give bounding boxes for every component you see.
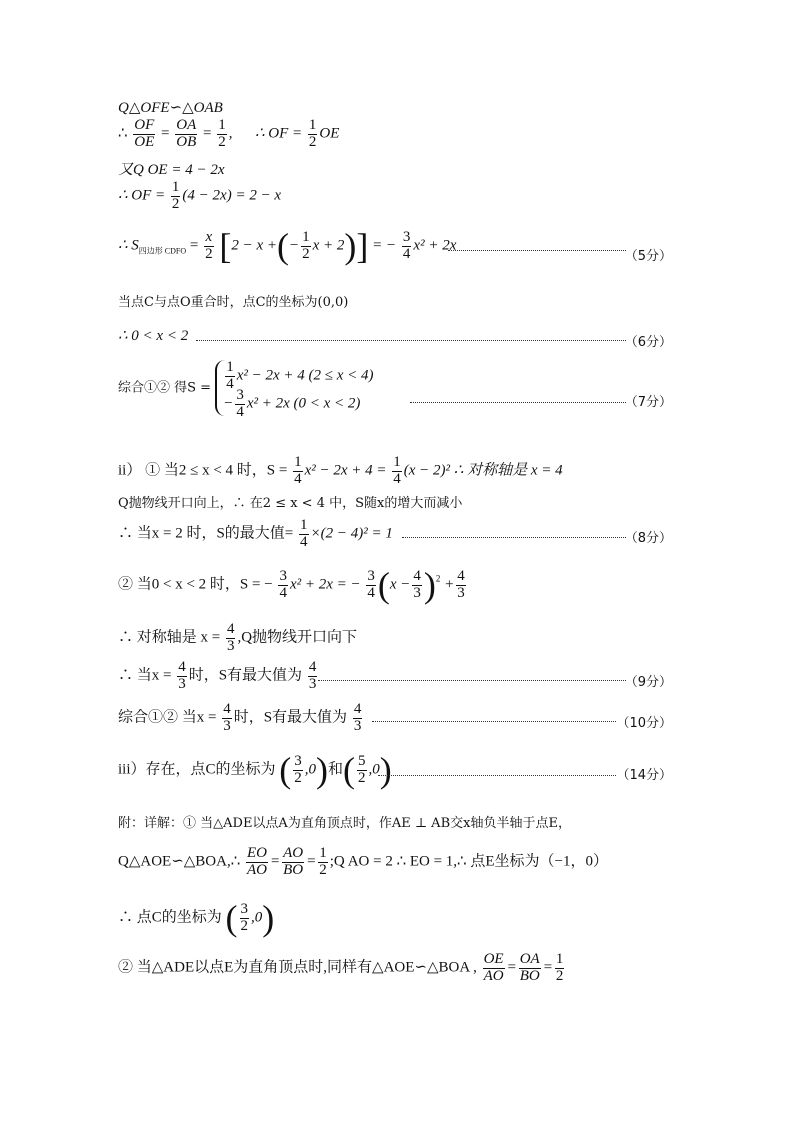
text: ∴ 对称轴是 x =	[118, 629, 221, 646]
text: ∴ S	[118, 237, 139, 254]
text: ∴ OF =	[254, 125, 303, 142]
line-case-e: ② 当△ADE以点E为直角顶点时,同样有△AOE∽△BOA , $\frac{OE}{AO}$ = $\frac{OA}{BO}$ = $\frac{1}{2}$	[118, 951, 564, 984]
line-area-s: ∴ $S_{四边形 CDFO}$ = $\frac{x}{2}$ [2 − x +(− $\frac{1}{2}$ x + 2)] = − $\frac{3}{4}$ x² + 2x	[118, 226, 457, 266]
text: 和	[328, 761, 344, 778]
cases-brace: $\frac{1}{4}$ x² − 2x + 4 (2 ≤ x < 4) − $\frac{3}{4}$ x² + 2x (0 < x < 2)	[215, 360, 373, 416]
line-point-c: ∴ 点C的坐标为 ( $\frac{3}{2}$ ,0)	[118, 898, 275, 938]
text: ∴ 点C的坐标为	[118, 909, 222, 926]
case-2: x² + 2x (0 < x < 2)	[246, 395, 361, 412]
text: ② 当0 < x < 2 时，S = −	[118, 576, 273, 593]
line-iii: iii）存在，点C的坐标为 ( $\frac{3}{2}$ ,0)和( $\frac{5}{2}$ ,0)	[118, 750, 392, 790]
text: 时，S有最大值为	[188, 667, 303, 684]
dotted-leader	[410, 402, 626, 403]
line-ii-case2: ② 当0 < x < 2 时，S = − $\frac{3}{4}$ x² + 2x = − $\frac{3}{4}$ (x − $\frac{4}{3}$ )$^2$ + $\frac{4}{3}$	[118, 565, 465, 605]
text: ×(2 − 4)² = 1	[310, 525, 393, 542]
text: ,Q抛物线开口向下	[237, 629, 358, 646]
text: 附：详解：① 当△ADE以点A为直角顶点时，作AE ⊥ AB交x轴负半轴于点E，	[118, 816, 571, 831]
text: ∴ OF =	[118, 187, 166, 204]
dotted-leader	[196, 340, 626, 341]
comma: ,	[228, 125, 233, 142]
equals: =	[203, 125, 212, 142]
text: x² − 2x + 4 =	[304, 462, 387, 479]
line-axis-down: ∴ 对称轴是 x = $\frac{4}{3}$ ,Q抛物线开口向下	[118, 621, 358, 654]
score: （10分）	[616, 716, 672, 731]
dotted-leader	[402, 537, 626, 538]
text: 当点C与点O重合时，点C的坐标为(0,0)	[118, 295, 349, 310]
text: ∴ 当x =	[118, 667, 172, 684]
dotted-leader	[448, 250, 626, 251]
text: OE	[319, 125, 340, 142]
score: （7分）	[624, 395, 672, 410]
line-range	[118, 329, 188, 344]
line-max-2: ∴ 当x = $\frac{4}{3}$ 时，S有最大值为 $\frac{4}{3}$	[118, 659, 317, 692]
text: Q△AOE∽△BOA,∴	[118, 853, 241, 870]
score: （8分）	[624, 531, 672, 546]
text: ;Q AO = 2 ∴ EO = 1,∴ 点E坐标为（−1，0）	[329, 853, 608, 870]
dotted-leader	[372, 721, 616, 722]
equals: =	[161, 125, 170, 142]
score: （9分）	[624, 675, 672, 690]
score: （6分）	[624, 335, 672, 350]
text: 又Q OE = 4 − 2x	[118, 162, 225, 178]
line-piecewise	[118, 359, 374, 420]
fraction: $\frac{1}{2}$	[171, 179, 180, 212]
text: ii） ① 当2 ≤ x < 4 时，S =	[118, 462, 288, 479]
line-combined-max: 综合①② 当x = $\frac{4}{3}$ 时，S有最大值为 $\frac{4}{3}$	[118, 701, 362, 734]
line-of	[118, 180, 281, 213]
text: iii）存在，点C的坐标为	[118, 761, 276, 778]
line-similar-aoe: Q△AOE∽△BOA,∴ $\frac{EO}{AO}$ = $\frac{AO}{BO}$ = $\frac{1}{2}$ ;Q AO = 2 ∴ EO = 1,∴ 点E坐标为（−1，0）	[118, 845, 608, 878]
text: ∴ 0 < x < 2	[118, 328, 189, 344]
score: （14分）	[616, 768, 672, 783]
text: ∴ 当x = 2 时，S的最大值=	[118, 525, 294, 542]
text: (x − 2)² ∴ 对称轴是 x = 4	[403, 462, 563, 479]
fraction: $\frac{1}{2}$	[218, 117, 226, 150]
line-max-1: ∴ 当x = 2 时，S的最大值= $\frac{1}{4}$ ×(2 − 4)² = 1	[118, 517, 393, 550]
line-similar-triangles	[118, 101, 223, 116]
score: （5分）	[624, 249, 672, 264]
line-ii-case1: ii） ① 当2 ≤ x < 4 时，S = $\frac{1}{4}$ x² − 2x + 4 = $\frac{1}{4}$ (x − 2)² ∴ 对称轴是 x = 4	[118, 454, 563, 487]
line-oe	[118, 163, 224, 178]
text: Q抛物线开口向上，∴ 在2 ≤ x < 4 中，S随x的增大而减小	[118, 496, 463, 511]
fraction: $\frac{OA}{OB}$	[176, 117, 197, 150]
fraction: $\frac{1}{2}$	[302, 228, 310, 262]
text: = −	[372, 237, 397, 254]
line-appendix	[118, 817, 571, 830]
dotted-leader	[378, 775, 616, 776]
subscript: 四边形 CDFO	[138, 246, 187, 256]
text: Q△OFE∽△OAB	[118, 100, 223, 116]
case-1: x² − 2x + 4 (2 ≤ x < 4)	[236, 367, 374, 384]
text: x² + 2x = −	[289, 576, 361, 593]
text: 时，S有最大值为	[233, 709, 348, 726]
fraction: $\frac{1}{2}$	[308, 117, 317, 150]
text: ② 当△ADE以点E为直角顶点时,同样有△AOE∽△BOA ,	[118, 959, 477, 976]
line-ratio	[118, 118, 339, 151]
fraction: $\frac{3}{4}$	[402, 228, 411, 262]
fraction: $\frac{x}{2}$	[205, 228, 213, 262]
text: 综合①② 得S =	[118, 380, 212, 396]
text: 综合①② 当x =	[118, 709, 217, 726]
therefore: ∴	[118, 125, 128, 142]
line-parabola-up	[118, 497, 462, 510]
fraction: $\frac{OF}{OE}$	[134, 117, 155, 150]
dotted-leader	[318, 680, 626, 681]
text: x² + 2x	[413, 237, 457, 254]
line-coincide	[118, 296, 348, 309]
text: (4 − 2x) = 2 − x	[182, 187, 282, 204]
